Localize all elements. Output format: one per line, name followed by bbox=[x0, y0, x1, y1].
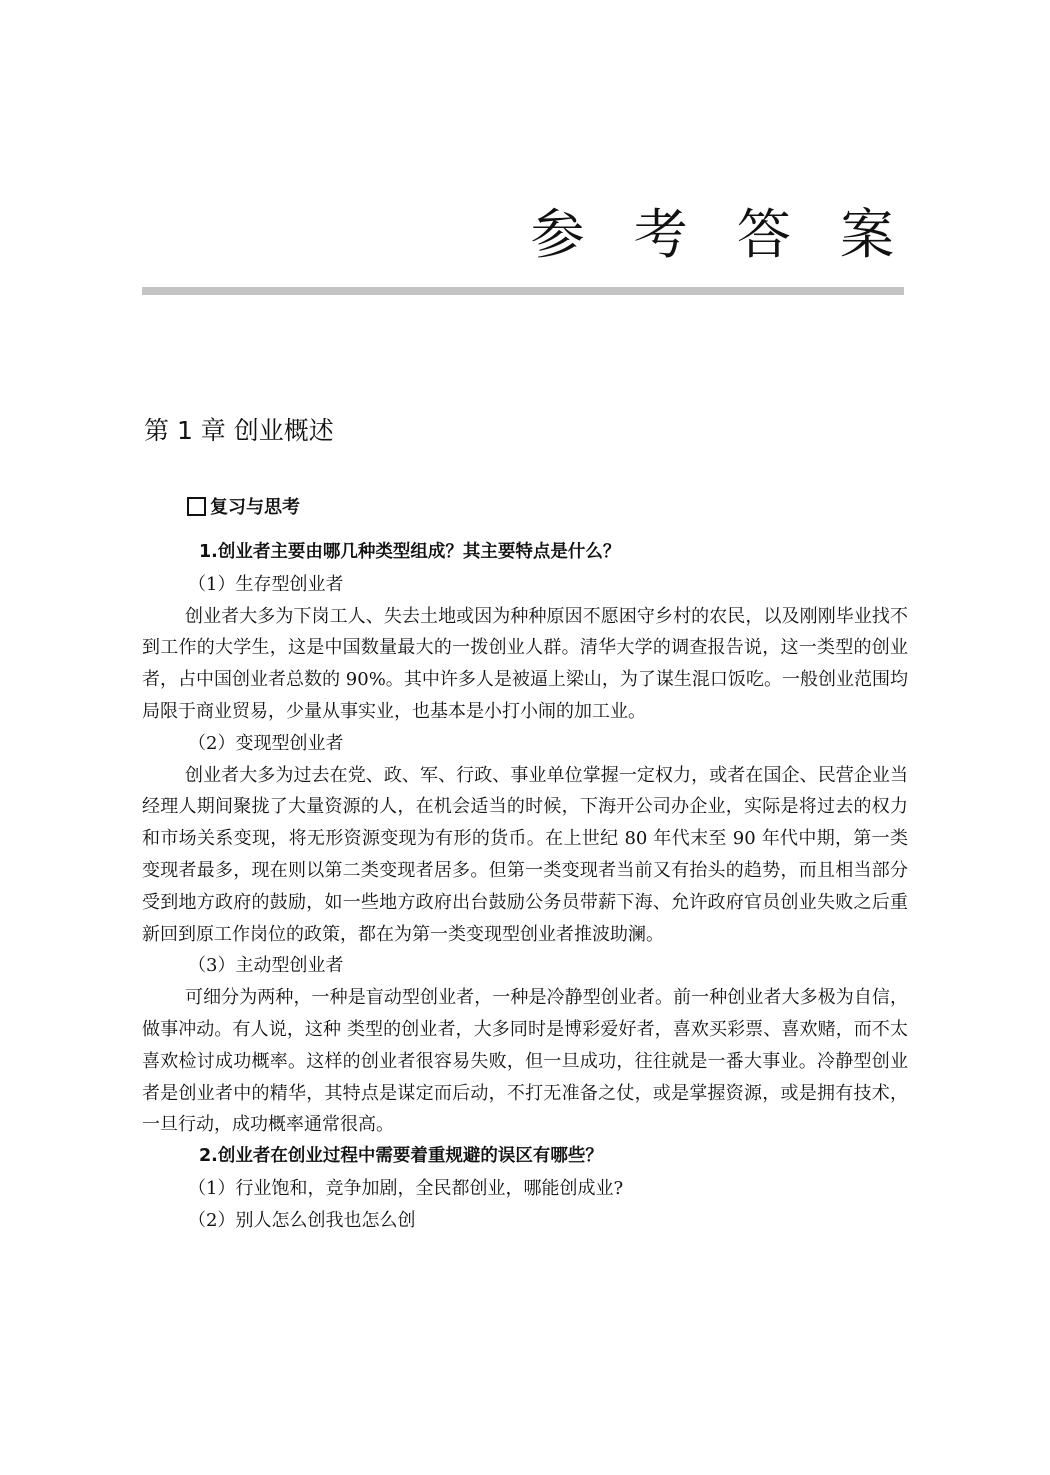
subheading-cash-out-type: （2）变现型创业者 bbox=[188, 732, 344, 754]
answer-body bbox=[142, 537, 908, 1237]
subheading-survival-type: （1）生存型创业者 bbox=[188, 573, 344, 595]
page-title: 参 考 答 案 bbox=[530, 203, 910, 266]
question-1: 1.创业者主要由哪几种类型组成？其主要特点是什么？ bbox=[199, 542, 621, 562]
section-heading bbox=[187, 492, 300, 520]
square-icon bbox=[187, 497, 206, 516]
paragraph-proactive-type: 可细分为两种，一种是盲动型创业者，一种是冷静型创业者。前一种创业者大多极为自信，做事冲动。有人说，这种 类型的创业者，大多同时是博彩爱好者，喜欢买彩票、喜欢赌，而不太喜欢检讨成功概率。这样的创业者很容易失败，但一旦成功，往往就是一番大事业。冷静型创业者是创业者中的精华，其特点是谋定而后动，不打无准备之仗，或是掌握资源，或是拥有技术，一旦行动，成功概率通常很高。 bbox=[142, 987, 908, 1136]
question-2: 2.创业者在创业过程中需要着重规避的误区有哪些？ bbox=[199, 1146, 603, 1167]
section-heading-label: 复习与思考 bbox=[210, 497, 300, 518]
paragraph-cash-out-type: 创业者大多为过去在党、政、军、行政、事业单位掌握一定权力，或者在国企、民营企业当经理人期间聚拢了大量资源的人，在机会适当的时候，下海开公司办企业，实际是将过去的权力和市场关系变现，将无形资源变现为有形的货币。在上世纪 80 年代末至 90 年代中期，第一类变现者最多，现在则以第二类变现者居多。但第一类变现者当前又有抬头的趋势，而且相当部分受到地方政府的鼓励，如一些地方政府出台鼓励公务员带薪下海、允许政府官员创业失败之后重新回到原工作岗位的政策，都在为第一类变现型创业者推波助澜。 bbox=[142, 764, 908, 945]
list-item: （2）别人怎么创我也怎么创 bbox=[188, 1209, 416, 1231]
paragraph-survival-type: 创业者大多为下岗工人、失去土地或因为种种原因不愿困守乡村的农民，以及刚刚毕业找不到工作的大学生，这是中国数量最大的一拨创业人群。清华大学的调查报告说，这一类型的创业者，占中国创业者总数的 90%。其中许多人是被逼上梁山，为了谋生混口饭吃。一般创业范围均局限于商业贸易，少量从事实业，也基本是小打小闹的加工业。 bbox=[142, 605, 908, 722]
subheading-proactive-type: （3）主动型创业者 bbox=[188, 955, 344, 977]
title-divider bbox=[142, 287, 904, 295]
chapter-title: 第 1 章 创业概述 bbox=[144, 416, 334, 445]
list-item: （1）行业饱和，竞争加剧，全民都创业，哪能创成业? bbox=[188, 1177, 624, 1199]
